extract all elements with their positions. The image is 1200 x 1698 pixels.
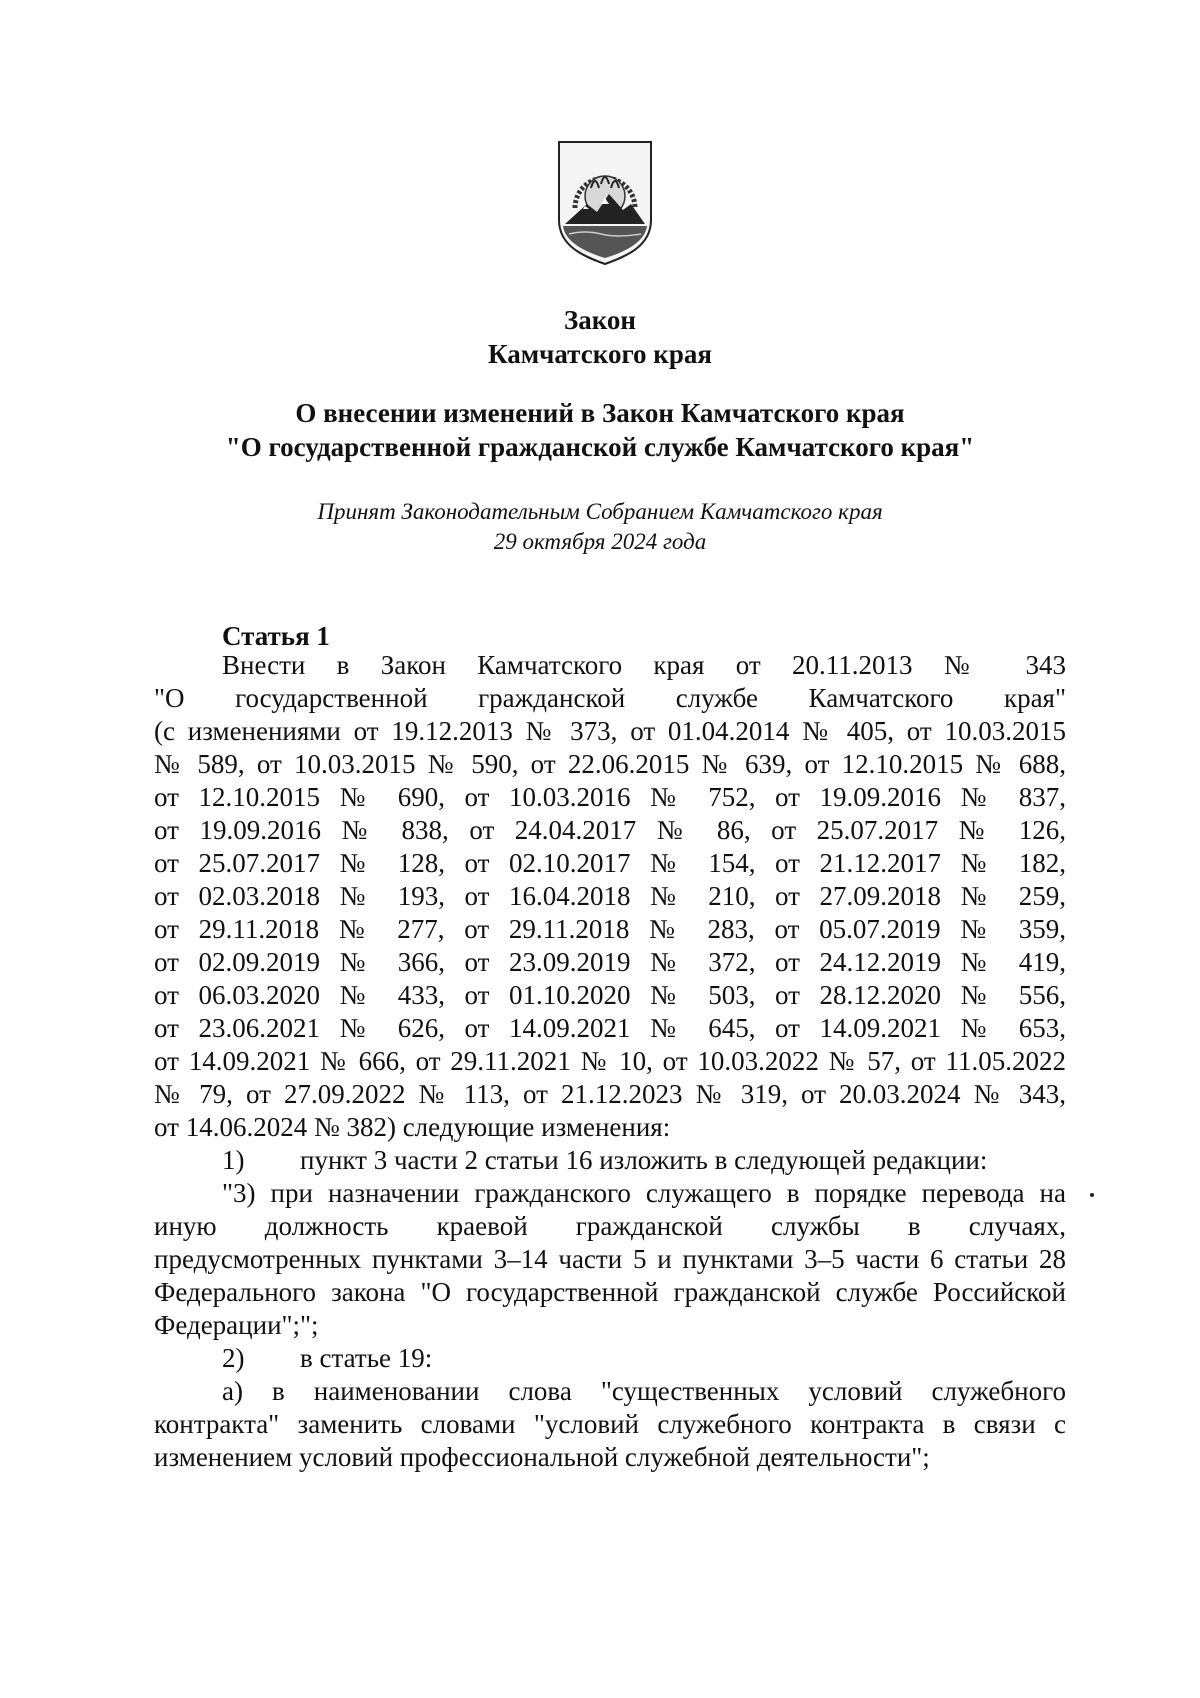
paragraph-line: от 25.07.2017 № 128, от 02.10.2017 № 154, от 21.12.2017 № 182, <box>154 848 1066 878</box>
document-region: Камчатского края <box>488 339 712 369</box>
document-subject-line-1: О внесении изменений в Закон Камчатского края <box>295 398 905 428</box>
kamchatka-coat-of-arms-icon <box>555 138 655 266</box>
paragraph-line: от 29.11.2018 № 277, от 29.11.2018 № 283, от 05.07.2019 № 359, <box>154 914 1066 944</box>
list-item-number: 1) <box>222 1145 245 1175</box>
quote-line: иную должность краевой гражданской службы в случаях, <box>154 1211 1066 1241</box>
list-item-text: пункт 3 части 2 статьи 16 изложить в следующей редакции: <box>300 1145 988 1175</box>
paragraph-line: от 12.10.2015 № 690, от 10.03.2016 № 752, от 19.09.2016 № 837, <box>154 782 1066 812</box>
paragraph-line: № 79, от 27.09.2022 № 113, от 21.12.2023 № 319, от 20.03.2024 № 343, <box>154 1079 1066 1109</box>
list-item-2 <box>154 1342 1066 1375</box>
quote-line: Федерации";"; <box>154 1310 319 1340</box>
paragraph-line: от 14.09.2021 № 666, от 29.11.2021 № 10, от 10.03.2022 № 57, от 11.05.2022 <box>154 1046 1066 1076</box>
paragraph-line: № 589, от 10.03.2015 № 590, от 22.06.2015 № 639, от 12.10.2015 № 688, <box>154 749 1066 779</box>
quote-line: Федерального закона "О государственной гражданской службе Российской <box>154 1277 1066 1307</box>
subitem-line: контракта" заменить словами "условий служебного контракта в связи с <box>154 1409 1066 1439</box>
paragraph-line: от 19.09.2016 № 838, от 24.04.2017 № 86, от 25.07.2017 № 126, <box>154 815 1066 845</box>
subitem-line: а) в наименовании слова "существенных условий служебного <box>222 1376 1066 1406</box>
paragraph-line: "О государственной гражданской службе Камчатского края" <box>154 683 1066 713</box>
scan-dot <box>1090 1193 1094 1197</box>
subitem-line: изменением условий профессиональной служебной деятельности"; <box>154 1442 930 1472</box>
article-body <box>154 649 1066 1474</box>
quote-line: "3) при назначении гражданского служащего в порядке перевода на <box>222 1178 1066 1208</box>
list-item-1 <box>154 1144 1066 1177</box>
paragraph-line: от 14.06.2024 № 382) следующие изменения: <box>154 1112 671 1142</box>
document-subject-line-2: "О государственной гражданской службе Камчатского края" <box>225 432 975 462</box>
paragraph-line: от 02.09.2019 № 366, от 23.09.2019 № 372, от 24.12.2019 № 419, <box>154 947 1066 977</box>
paragraph-line: от 06.03.2020 № 433, от 01.10.2020 № 503, от 28.12.2020 № 556, <box>154 980 1066 1010</box>
article-heading: Статья 1 <box>222 621 330 651</box>
quote-line: предусмотренных пунктами 3–14 части 5 и пунктами 3–5 части 6 статьи 28 <box>154 1244 1066 1274</box>
adoption-note-line-1: Принят Законодательным Собранием Камчатского края <box>317 499 883 524</box>
list-item-text: в статье 19: <box>300 1343 433 1373</box>
paragraph-line: от 02.03.2018 № 193, от 16.04.2018 № 210, от 27.09.2018 № 259, <box>154 881 1066 911</box>
paragraph-line: Внести в Закон Камчатского края от 20.11.2013 № 343 <box>222 650 1066 680</box>
list-item-number: 2) <box>222 1343 245 1373</box>
paragraph-line: от 23.06.2021 № 626, от 14.09.2021 № 645, от 14.09.2021 № 653, <box>154 1013 1066 1043</box>
adoption-date: 29 октября 2024 года <box>493 529 707 554</box>
document-title: Закон <box>563 305 636 335</box>
paragraph-line: (с изменениями от 19.12.2013 № 373, от 01.04.2014 № 405, от 10.03.2015 <box>154 716 1066 746</box>
